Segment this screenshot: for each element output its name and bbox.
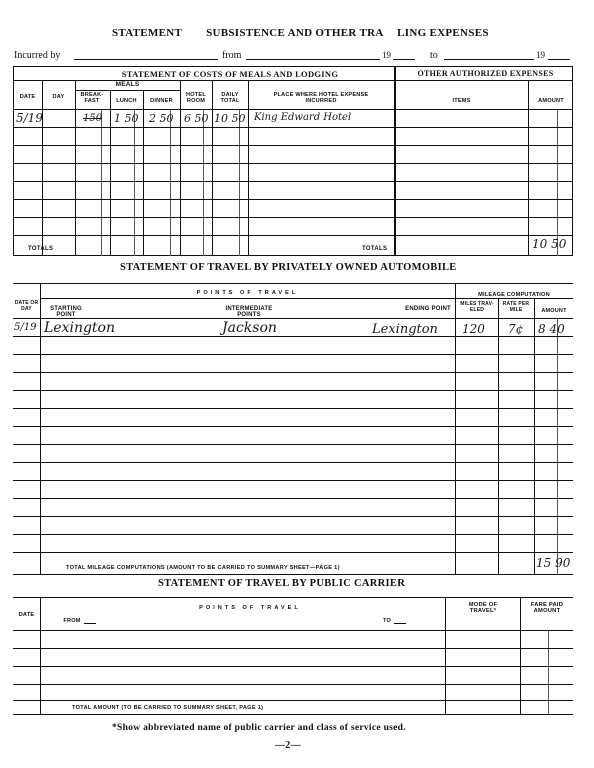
auto-col-rate: RATE PER MILE: [502, 301, 530, 313]
year2-field[interactable]: [548, 59, 570, 60]
auto-points-header: POINTS OF TRAVEL: [196, 290, 299, 296]
title-mid: SUBSISTENCE AND OTHER TRA: [206, 27, 384, 39]
auto-col-start: STARTING POINT: [50, 306, 82, 318]
auto-total-value: 15 90: [536, 556, 571, 570]
meals-col-day: DAY: [52, 94, 65, 100]
meals-entry-dinner: 2 50: [149, 112, 174, 125]
auto-mileage-header: MILEAGE COMPUTATION: [478, 292, 550, 298]
auto-entry-rate: 7¢: [508, 322, 524, 336]
auto-section-title: STATEMENT OF TRAVEL BY PRIVATELY OWNED AUTOMOBILE: [120, 262, 457, 273]
public-points-header: POINTS OF TRAVEL: [199, 605, 301, 611]
incurred-by-label: Incurred by: [14, 50, 61, 61]
meals-col-date: DATE: [19, 94, 36, 100]
public-col-mode: MODE OF TRAVEL*: [468, 602, 498, 614]
meals-totals-right: TOTALS: [362, 246, 388, 252]
title-right: LING EXPENSES: [397, 27, 489, 39]
auto-entry-date: 5/19: [14, 322, 37, 333]
public-total-label: TOTAL AMOUNT (TO BE CARRIED TO SUMMARY SHEET, PAGE 1): [72, 705, 264, 711]
public-to: TO: [382, 618, 392, 624]
page-number: —2—: [275, 740, 301, 751]
auto-col-amount: AMOUNT: [541, 308, 567, 314]
to-label: to: [430, 50, 438, 61]
meals-col-place: PLACE WHERE HOTEL EXPENSE INCURRED: [273, 92, 369, 104]
public-col-date: DATE: [18, 612, 35, 618]
meals-entry-breakfast: 150: [83, 113, 103, 124]
meals-entry-daily: 10 50: [214, 112, 246, 125]
meals-col-meals: MEALS: [115, 81, 140, 88]
page-title: [112, 27, 492, 39]
meals-col-hotel: HOTEL ROOM: [186, 92, 206, 104]
meals-section-title: STATEMENT OF COSTS OF MEALS AND LODGING: [121, 69, 339, 79]
other-expenses-title: OTHER AUTHORIZED EXPENSES: [417, 69, 554, 78]
auto-entry-end: Lexington: [372, 322, 438, 337]
meals-col-amount: AMOUNT: [538, 98, 564, 104]
public-from-field[interactable]: [84, 623, 96, 624]
title-left: STATEMENT: [112, 27, 182, 39]
meals-entry-date: 5/19: [16, 111, 43, 125]
public-from: FROM: [63, 618, 81, 624]
public-table: [13, 597, 573, 715]
auto-col-miles: MILES TRAV-ELED: [460, 301, 494, 313]
public-col-fare: FARE PAID AMOUNT: [530, 602, 564, 614]
meals-col-lunch: LUNCH: [116, 98, 137, 104]
meals-total-amount: 10 50: [532, 237, 567, 251]
auto-entry-miles: 120: [462, 322, 485, 336]
from-field[interactable]: [246, 59, 380, 60]
auto-entry-start: Lexington: [44, 320, 116, 336]
auto-col-intermediate: INTERMEDIATE POINTS: [225, 306, 273, 318]
incurred-by-line: [14, 50, 60, 61]
year1-label: 19: [382, 50, 391, 60]
meals-col-daily: DAILY TOTAL: [220, 92, 240, 104]
meals-col-breakfast: BREAK-FAST: [80, 92, 104, 104]
meals-col-dinner: DINNER: [150, 98, 173, 104]
meals-entry-lunch: 1 50: [114, 112, 139, 125]
meals-col-items: ITEMS: [452, 98, 471, 104]
incurred-by-field[interactable]: [74, 59, 218, 60]
auto-total-label: TOTAL MILEAGE COMPUTATIONS (AMOUNT TO BE CARRIED TO SUMMARY SHEET—PAGE 1): [66, 565, 340, 571]
public-section-title: STATEMENT OF TRAVEL BY PUBLIC CARRIER: [158, 578, 406, 589]
year1-field[interactable]: [393, 59, 415, 60]
public-to-field[interactable]: [394, 623, 406, 624]
meals-totals-left: TOTALS: [28, 246, 54, 252]
auto-entry-intermediate: Jackson: [222, 320, 277, 336]
year2-label: 19: [536, 50, 545, 60]
auto-col-date: DATE OR DAY: [14, 300, 39, 312]
meals-entry-place: King Edward Hotel: [254, 112, 352, 123]
auto-entry-amount: 8 40: [538, 322, 565, 336]
to-field[interactable]: [444, 59, 534, 60]
from-label: from: [222, 50, 242, 61]
meals-entry-hotel: 6 50: [184, 112, 209, 125]
footnote: *Show abbreviated name of public carrier and class of service used.: [112, 723, 406, 733]
auto-col-end: ENDING POINT: [405, 306, 451, 312]
